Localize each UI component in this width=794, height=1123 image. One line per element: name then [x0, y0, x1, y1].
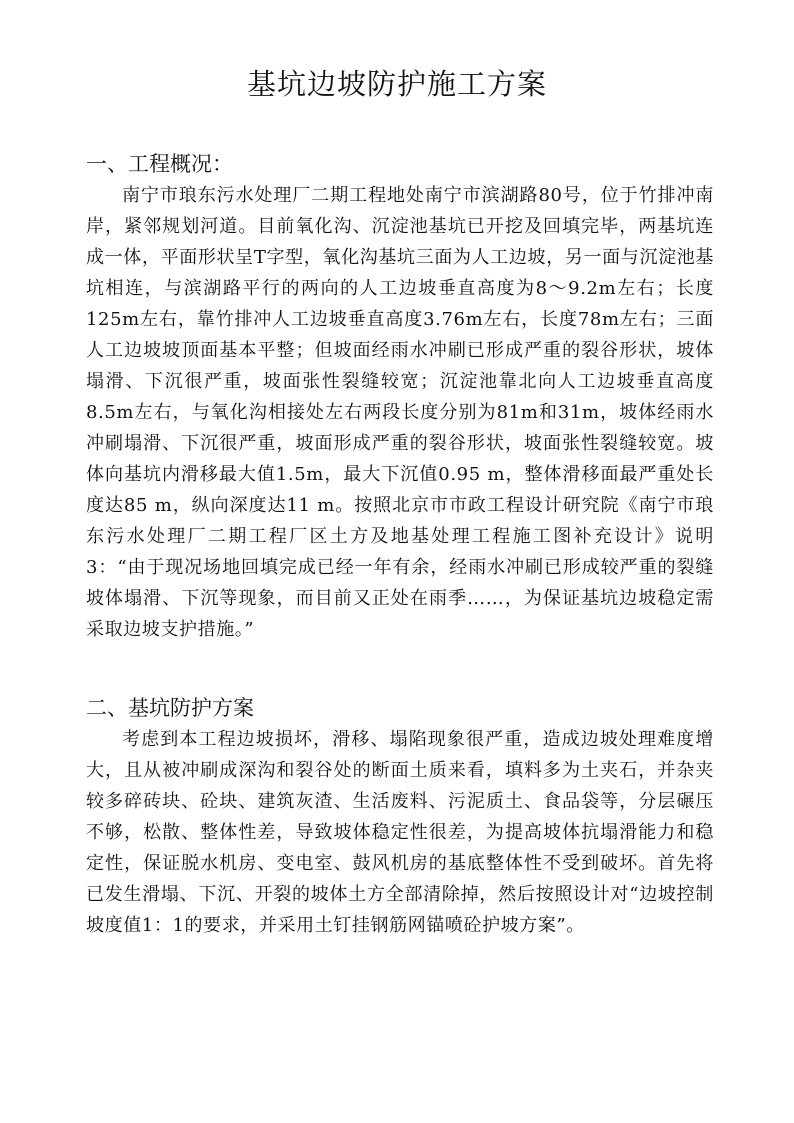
section-protection-plan — [86, 692, 714, 941]
section-heading-overview: 一、工程概况： — [86, 152, 233, 176]
section-paragraph-protection: 考虑到本工程边坡损坏，滑移、塌陷现象很严重，造成边坡处理难度增大，且从被冲刷成深沟和裂谷处的断面土质来看，填料多为土夹石，并杂夹较多碎砖块、砼块、建筑灰渣、生活废料、污泥质土、食品袋等，分层碾压不够，松散、整体性差，导致坡体稳定性很差，为提高坡体抗塌滑能力和稳定性，保证脱水机房、变电室、鼓风机房的基底整体性不受到破坏。首先将已发生滑塌、下沉、开裂的坡体土方全部清除掉，然后按照设计对“边坡控制坡度值1：1的要求，并采用土钉挂钢筋网锚喷砼护坡方案”。 — [86, 729, 714, 936]
section-paragraph-overview: 南宁市琅东污水处理厂二期工程地处南宁市滨湖路80号，位于竹排冲南岸，紧邻规划河道。目前氧化沟、沉淀池基坑已开挖及回填完毕，两基坑连成一体，平面形状呈T字型，氧化沟基坑三面为人工边坡，另一面与沉淀池基坑相连，与滨湖路平行的两向的人工边坡垂直高度为8～9.2m左右；长度125m左右，靠竹排冲人工边坡垂直高度3.76m左右，长度78m左右；三面人工边坡坡顶面基本平整；但坡面经雨水冲刷已形成严重的裂谷形状，坡体塌滑、下沉很严重，坡面张性裂缝较宽；沉淀池靠北向人工边坡垂直高度8.5m左右，与氧化沟相接处左右两段长度分别为81m和31m，坡体经雨水冲刷塌滑、下沉很严重，坡面形成严重的裂谷形状，坡面张性裂缝较宽。坡体向基坑内滑移最大值1.5m，最大下沉值0.95 m，整体滑移面最严重处长度达85 m，纵向深度达11 m。按照北京市市政工程设计研究院《南宁市琅东污水处理厂二期工程厂区土方及地基处理工程施工图补充设计》说明3：“由于现况场地回填完成已经一年有余，经雨水冲刷已形成较严重的裂缝坡体塌滑、下沉等现象，而目前又正处在雨季……，为保证基坑边坡稳定需采取边坡支护措施。” — [86, 185, 714, 640]
document-title: 基坑边坡防护施工方案 — [246, 67, 547, 101]
section-project-overview — [86, 148, 714, 645]
section-heading-protection: 二、基坑防护方案 — [86, 696, 254, 720]
